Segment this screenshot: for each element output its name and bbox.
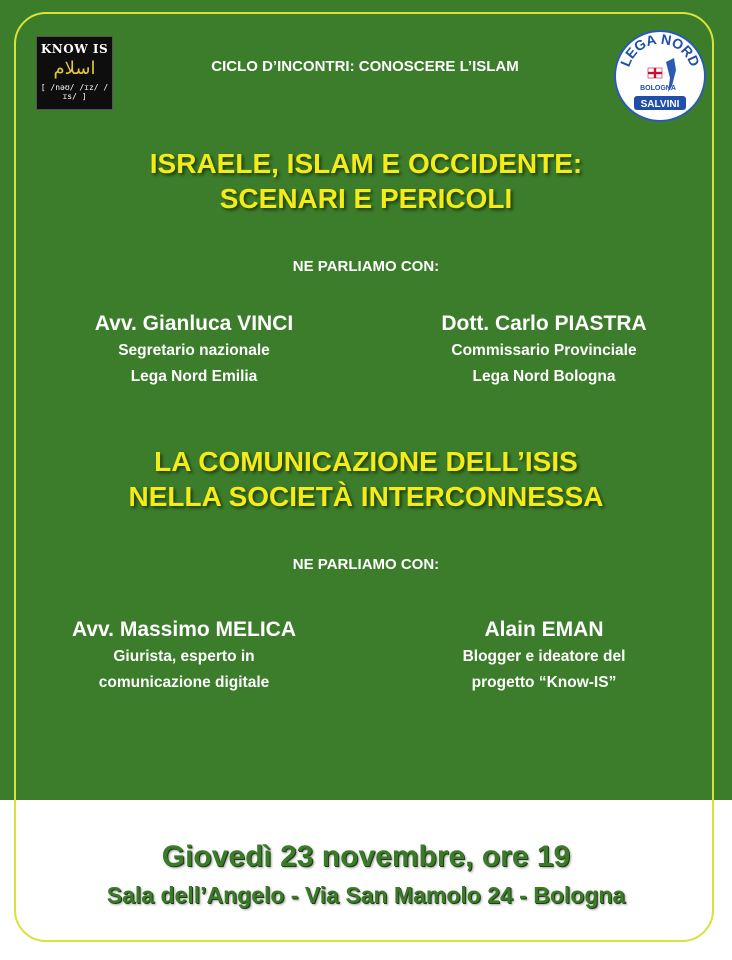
session1-title [0, 146, 732, 216]
lega-nord-logo [614, 30, 706, 122]
session2-title [0, 444, 732, 514]
speaker-role-line2: Lega Nord Emilia [130, 368, 258, 385]
speaker-role-line1: Segretario nazionale [118, 342, 270, 359]
knowis-logo-text: KNOW IS [40, 42, 109, 56]
session2-title-line2: NELLA SOCIETÀ INTERCONNESSA [128, 481, 604, 512]
speaker-role-line2: Lega Nord Bologna [472, 368, 616, 385]
speaker-name: Avv. Massimo MELICA [71, 618, 297, 641]
lega-logo-top-text: LEGA NORD [616, 30, 704, 69]
session2-with-label: NE PARLIAMO CON: [292, 556, 440, 573]
session2-title-line1: LA COMUNICAZIONE DELL’ISIS [154, 446, 578, 477]
session1-title-line1: ISRAELE, ISLAM E OCCIDENTE: [149, 148, 583, 179]
speaker-vinci [44, 310, 344, 390]
speaker-role-line2: progetto “Know-IS” [471, 674, 617, 691]
session1-title-line2: SCENARI E PERICOLI [219, 183, 513, 214]
event-date: Giovedì 23 novembre, ore 19 [161, 840, 571, 873]
series-label: CICLO D’INCONTRI: CONOSCERE L’ISLAM [211, 58, 519, 75]
lega-logo-city: BOLOGNA [640, 85, 676, 92]
speaker-melica [34, 616, 334, 696]
speaker-piastra [394, 310, 694, 390]
speaker-role-line1: Blogger e ideatore del [462, 648, 626, 665]
speaker-role-line2: comunicazione digitale [98, 674, 270, 691]
speaker-eman [394, 616, 694, 696]
knowis-logo [36, 36, 113, 110]
knowis-logo-phonetic: [ /nəʊ/ /ɪz/ /ɪs/ ] [40, 83, 109, 101]
lega-logo-name: SALVINI [640, 99, 680, 110]
knowis-logo-arabic: اسلام [53, 58, 96, 79]
event-venue: Sala dell’Angelo - Via San Mamolo 24 - Bologna [106, 882, 626, 908]
speaker-name: Alain EMAN [484, 618, 604, 641]
speaker-name: Avv. Gianluca VINCI [94, 312, 294, 335]
speaker-role-line1: Giurista, esperto in [113, 648, 255, 665]
speaker-name: Dott. Carlo PIASTRA [441, 312, 647, 335]
session1-with-label: NE PARLIAMO CON: [292, 258, 440, 275]
speaker-role-line1: Commissario Provinciale [451, 342, 637, 359]
